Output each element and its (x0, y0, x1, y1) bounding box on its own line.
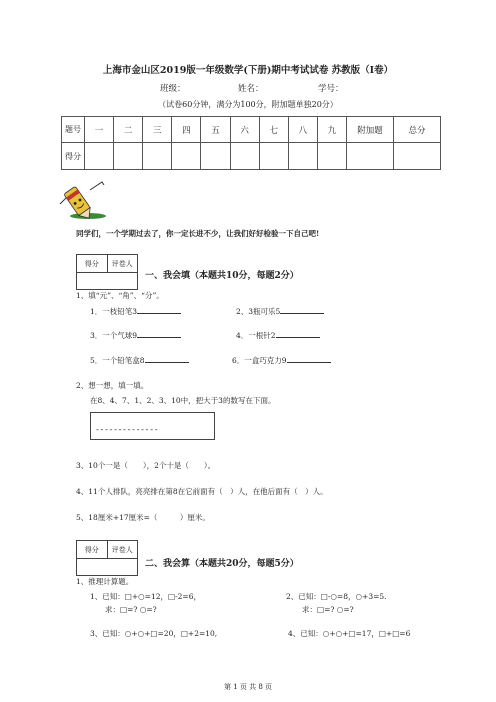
question-4: 4、11个人排队，亮亮排在第8在它前面有（ ）人，在他后面有（ ）人。 (76, 487, 328, 496)
section-2-title: 二、我会算（本题共20分，每题5分） (145, 559, 299, 569)
name-label: 姓名： (238, 84, 264, 94)
question-2-detail: 在8、4、7、1、2、3、10中，把大于3的数写在下面。 (90, 396, 276, 405)
q1-item: 3．一个气球9 (90, 330, 181, 341)
answer-blank[interactable] (287, 355, 331, 363)
q1-item: 4．一根针2 (236, 330, 320, 341)
student-id-label: 学号： (318, 84, 344, 94)
reasoning-problem: 4、已知：○+○+□=17，□+□=6 (288, 629, 411, 638)
reasoning-problem: 2、已知：□-○=8，○+3=5. (286, 592, 387, 601)
question-number-label: 题号 (62, 117, 85, 143)
pencil-mascot-icon (58, 176, 110, 220)
score-cell[interactable] (85, 143, 114, 170)
question-1-prompt: 1、填“元”、“角”、“分”。 (76, 291, 164, 300)
class-label: 班级： (160, 84, 186, 94)
answer-blank[interactable] (276, 330, 320, 338)
answer-box[interactable] (90, 412, 215, 440)
score-cell[interactable] (317, 143, 346, 170)
score-cell[interactable] (172, 143, 201, 170)
grader-blank[interactable] (76, 558, 138, 576)
question-3: 3、10个一是（ ），2个十是（ ）。 (76, 461, 216, 470)
score-col: 六 (230, 117, 259, 143)
exam-note: （试卷60分钟，满分为100分，附加题单独20分） (158, 100, 338, 109)
score-cell[interactable] (259, 143, 288, 170)
question-5: 5、18厘米+17厘米=（ ）厘米。 (76, 513, 210, 522)
dashed-line: -------------- (95, 425, 159, 434)
score-cell[interactable] (143, 143, 172, 170)
reasoning-problem: 1、已知：□+○=12，□-2=6， (90, 592, 201, 601)
answer-blank[interactable] (145, 355, 189, 363)
reasoning-ask: 求：□=? ○=? (105, 605, 157, 614)
score-cell[interactable] (394, 143, 441, 170)
score-col: 附加题 (347, 117, 394, 143)
answer-blank[interactable] (137, 330, 181, 338)
answer-blank[interactable] (280, 306, 324, 314)
score-table (61, 116, 441, 170)
score-label: 得分 (62, 143, 85, 170)
section-2-question-1-prompt: 1、推理计算题。 (76, 577, 134, 586)
q1-item: 1．一枝铅笔3 (90, 306, 181, 317)
score-table-header-row (62, 117, 441, 143)
score-col: 九 (317, 117, 346, 143)
score-col: 四 (172, 117, 201, 143)
reasoning-problem: 3、已知：○+○+□=20，□+2=10, (90, 629, 218, 638)
score-cell[interactable] (114, 143, 143, 170)
score-table-score-row (62, 143, 441, 170)
section-1-title: 一、我会填（本题共10分，每题2分） (145, 271, 299, 281)
grader-box (76, 540, 138, 559)
answer-blank[interactable] (137, 306, 181, 314)
score-cell[interactable] (288, 143, 317, 170)
q1-item: 2、3瓶可乐5 (236, 306, 324, 317)
reasoning-ask: 求：□=? ○=? (302, 605, 354, 614)
score-col: 五 (201, 117, 230, 143)
grader-score-label: 得分 (84, 545, 99, 554)
score-col: 七 (259, 117, 288, 143)
question-2-prompt: 2、想一想，填一填。 (76, 381, 149, 390)
score-cell[interactable] (201, 143, 230, 170)
score-cell[interactable] (230, 143, 259, 170)
score-col: 三 (143, 117, 172, 143)
score-col: 八 (288, 117, 317, 143)
grader-reviewer-label: 评卷人 (107, 541, 138, 558)
page-title: 上海市金山区2019版一年级数学(下册)期中考试试卷 苏教版（I卷） (102, 65, 394, 76)
grader-blank[interactable] (76, 272, 138, 290)
score-col: 一 (85, 117, 114, 143)
grader-score-label: 得分 (84, 259, 99, 268)
grader-reviewer-label: 评卷人 (107, 255, 138, 272)
q1-item: 6．一盒巧克力9 (232, 355, 331, 366)
score-col: 二 (114, 117, 143, 143)
greeting-text: 同学们，一个学期过去了，你一定长进不少，让我们好好检验一下自己吧! (76, 229, 320, 238)
score-cell[interactable] (347, 143, 394, 170)
page-footer: 第 1 页 共 8 页 (223, 683, 273, 691)
q1-item: 5．一个铅笔盒8 (90, 355, 189, 366)
grader-box (76, 254, 138, 273)
score-col: 总分 (394, 117, 441, 143)
